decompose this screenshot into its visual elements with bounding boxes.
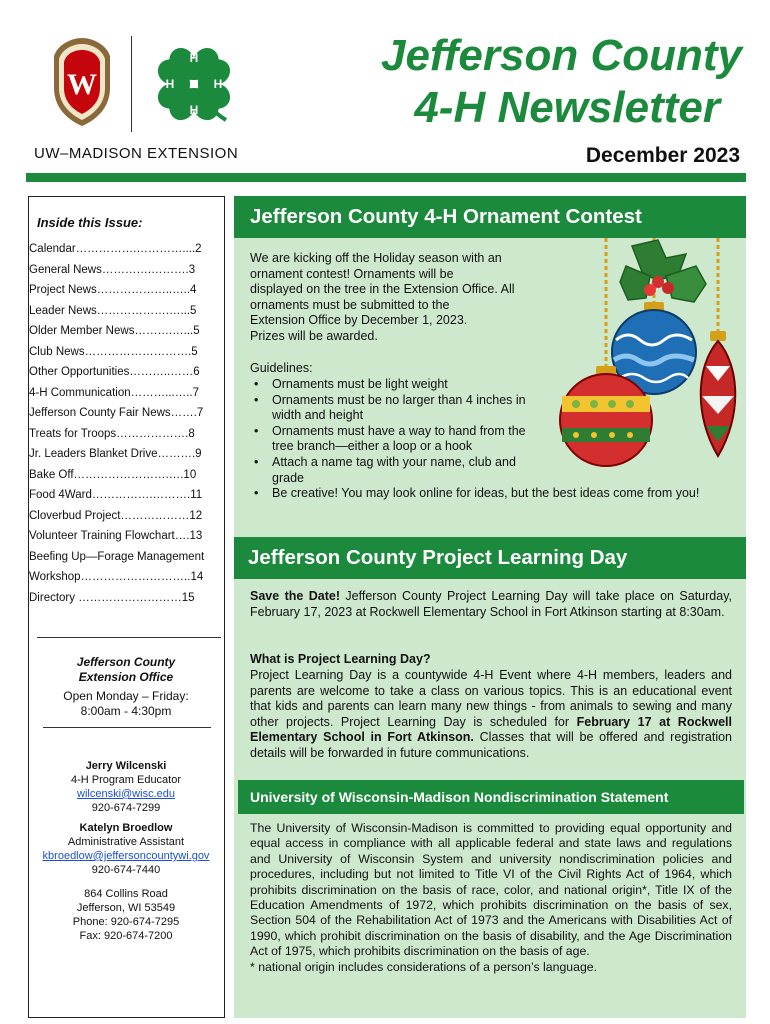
toc-item: Food 4Ward…………….……….11 bbox=[29, 489, 203, 501]
address-phone: Phone: 920-674-7295 bbox=[72, 916, 180, 928]
learning-day-text: Classes that will be offered and registration details will be forwarded in future communications. bbox=[250, 730, 733, 760]
toc-item: Other Opportunities………..……6 bbox=[29, 366, 200, 378]
office-title-line2: Extension Office bbox=[78, 670, 174, 684]
office-address bbox=[29, 887, 223, 943]
sidebar-divider bbox=[37, 637, 221, 638]
header-divider bbox=[131, 36, 132, 132]
office-hours bbox=[29, 689, 223, 719]
guideline-item: • Attach a name tag with your name, club and grade bbox=[250, 455, 542, 486]
learning-day-question: What is Project Learning Day? bbox=[250, 652, 431, 666]
sidebar bbox=[28, 196, 225, 1018]
contact-email-link[interactable]: wilcenski@wisc.edu bbox=[77, 788, 175, 800]
learning-day-date-location: February 17 at Rockwell Elementary School in Fort Atkinson. bbox=[250, 714, 732, 745]
nondiscrimination-body: The University of Wisconsin-Madison is committed to providing equal opportunity and equal access in compliance with all applicable federal and state laws and regulations and University of Wisconsin System and university nondiscrimination policies and procedures, including but not limited to Title VI of the Civil Rights Act of 1964, which prohibits discrimination on the basis of race, color, and national origin*, Title IX of the Education Amendments of 1972, which prohibits discrimination on the basis of sex, Section 504 of the Rehabilitation Act of 1973 and the Americans with Disabilities Act of 1990, which prohibit discrimination on the basis of disability, and the Age Discrimination Act of 1975, which prohibits discrimination on the basis of age. bbox=[250, 821, 732, 959]
contact-card bbox=[29, 821, 223, 877]
contest-intro-line: Prizes will be awarded. bbox=[250, 328, 378, 343]
office-title bbox=[29, 655, 223, 685]
svg-text:H: H bbox=[189, 51, 199, 65]
guideline-item: • Ornaments must be light weight bbox=[250, 377, 730, 393]
svg-text:W: W bbox=[67, 68, 97, 101]
toc-item: General News………….……….3 bbox=[29, 263, 196, 276]
office-hours-line2: 8:00am - 4:30pm bbox=[80, 704, 172, 718]
address-fax: Fax: 920-674-7200 bbox=[79, 930, 173, 942]
contact-card bbox=[29, 759, 223, 815]
toc-heading: Inside this Issue: bbox=[37, 215, 143, 230]
toc-list bbox=[29, 239, 223, 608]
address-street: 864 Collins Road bbox=[84, 888, 168, 900]
toc-item: Bake Off…………………….….10 bbox=[29, 468, 197, 481]
org-name: UW–MADISON EXTENSION bbox=[34, 145, 239, 162]
toc-item: Directory ………………………15 bbox=[29, 591, 195, 604]
svg-text:H: H bbox=[189, 103, 199, 117]
christmas-ornaments-illustration bbox=[546, 236, 746, 536]
issue-date: December 2023 bbox=[585, 144, 740, 167]
guideline-item: • Ornaments must be no larger than 4 inches in width and height bbox=[250, 393, 542, 424]
contact-role: 4-H Program Educator bbox=[70, 774, 182, 786]
contest-intro bbox=[250, 251, 560, 345]
toc-item: Club News……………………….5 bbox=[29, 345, 198, 358]
four-h-clover-icon bbox=[146, 36, 242, 132]
nondiscrimination-statement bbox=[250, 821, 732, 975]
contest-intro-line: Extension Office by December 1, 2023. bbox=[250, 313, 468, 328]
toc-item: Treats for Troops……………….8 bbox=[29, 427, 195, 440]
contact-name: Jerry Wilcenski bbox=[85, 760, 167, 772]
contest-heading: Jefferson County 4-H Ornament Contest bbox=[234, 196, 746, 238]
guidelines-label: Guidelines: bbox=[250, 361, 313, 375]
toc-item: Volunteer Training Flowchart….13 bbox=[29, 530, 203, 542]
contact-phone: 920-674-7299 bbox=[91, 802, 161, 814]
office-hours-line1: Open Monday – Friday: bbox=[63, 689, 189, 703]
learning-day-heading: Jefferson County Project Learning Day bbox=[234, 537, 746, 579]
uw-crest-icon bbox=[50, 36, 114, 128]
toc-item: Beefing Up—Forage Management bbox=[29, 550, 205, 563]
svg-text:H: H bbox=[165, 77, 175, 91]
learning-day-description bbox=[250, 668, 732, 762]
svg-text:H: H bbox=[213, 77, 223, 91]
contest-intro-line: We are kicking off the Holiday season with an bbox=[250, 251, 502, 265]
newsletter-title-line2: 4-H Newsletter bbox=[414, 83, 720, 132]
toc-item: Workshop………………………..14 bbox=[29, 571, 204, 583]
nondiscrimination-heading: University of Wisconsin-Madison Nondiscrimination Statement bbox=[238, 780, 744, 814]
learning-day-text: Project Learning Day is a countywide 4-H Event where 4-H members, leaders and parents are welcome to take a class on various topics. This is an educational event that kids and parents can learn many new things - from animals to sewing and many other projects. Project Learning Day is scheduled for bbox=[250, 668, 732, 729]
guideline-item: • Be creative! You may look online for ideas, but the best ideas come from you! bbox=[250, 486, 730, 502]
toc-item: 4-H Communication………...…..7 bbox=[29, 386, 199, 399]
toc-item: Leader News……………….…...5 bbox=[29, 304, 197, 317]
nondiscrimination-footnote: * national origin includes considerations of a person’s language. bbox=[250, 959, 598, 974]
guideline-item: • Ornaments must have a way to hand from the tree branch—either a loop or a hook bbox=[250, 424, 542, 455]
contest-intro-line: displayed on the tree in the Extension Office. All bbox=[250, 282, 515, 297]
newsletter-title-line1: Jefferson County bbox=[380, 31, 742, 80]
toc-item: Jefferson County Fair News…….7 bbox=[29, 407, 204, 419]
toc-item: Older Member News……….…...5 bbox=[29, 325, 200, 337]
toc-item: Project News………………..…..4 bbox=[29, 284, 197, 296]
save-the-date-label: Save the Date! bbox=[250, 589, 341, 603]
contact-phone: 920-674-7440 bbox=[91, 864, 161, 876]
office-title-line1: Jefferson County bbox=[76, 655, 176, 669]
address-city: Jefferson, WI 53549 bbox=[76, 902, 176, 914]
contact-name: Katelyn Broedlow bbox=[79, 822, 173, 834]
contact-role: Administrative Assistant bbox=[67, 836, 185, 848]
header-rule bbox=[26, 173, 746, 182]
toc-item: Calendar…………….…………....2 bbox=[29, 243, 202, 255]
save-the-date-paragraph bbox=[250, 589, 732, 620]
toc-item: Cloverbud Project………………12 bbox=[29, 509, 203, 522]
toc-item: Jr. Leaders Blanket Drive……….9 bbox=[29, 448, 202, 460]
save-the-date-text: Jefferson County Project Learning Day will take place on Saturday, February 17, 2023 at Rockwell Elementary School in Fort Atkinson starting at 8:30am. bbox=[250, 589, 732, 619]
contact-email-link[interactable]: kbroedlow@jeffersoncountywi.gov bbox=[42, 850, 210, 862]
sidebar-divider bbox=[43, 727, 211, 728]
contest-intro-line: ornament contest! Ornaments will be bbox=[250, 266, 454, 281]
contest-intro-line: ornaments must be submitted to the bbox=[250, 297, 450, 312]
